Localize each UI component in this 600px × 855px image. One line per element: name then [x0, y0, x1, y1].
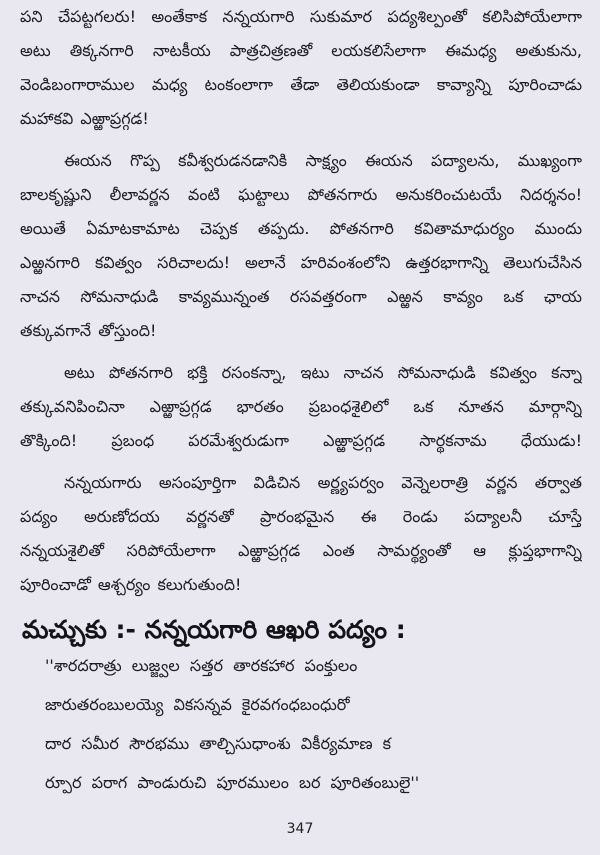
text-line: నాచన సోమనాధుడి కావ్యమున్నంత రసవత్తరంగా ఎఱ్ఱన కావ్యం ఒక ఛాయ	[20, 287, 582, 306]
poem-line: ''శారదరాత్రు లుజ్జ్వల సత్తర తారకహార పంక్తులం	[45, 656, 358, 675]
text-line: మహాకవి ఎఱ్ఱాప్రగ్గడ!	[20, 109, 149, 128]
text-line: ఎఱ్ఱనగారి కవిత్వం సరిచాలదు! అలానే హరివంశంలోని ఉత్తరభాగాన్ని తెలుగుచేసిన	[20, 253, 582, 272]
paragraph	[20, 144, 582, 348]
poem-line: జారుతరంబులయ్యె వికసన్నవ కైరవగంధబంధురో	[45, 695, 350, 714]
page-number: 347	[286, 821, 314, 837]
text-line: తొక్కింది! ప్రబంధ పరమేశ్వరుడుగా ఎఱ్ఱాప్రగ్గడ సార్థకనామ ధేయుడు!	[20, 431, 582, 450]
section-heading: మచ్చుకు :- నన్నయగారి ఆఖరి పద్యం :	[22, 615, 406, 644]
text-line: నన్నయశైలితో సరిపోయేలాగా ఎఱ్ఱాప్రగ్గడ ఎంత సామర్థ్యంతో ఆ క్లుప్తభాగాన్ని	[20, 541, 582, 560]
text-line: అటు పోతనగారి భక్తి రసంకన్నా, ఇటు నాచన సోమనాధుడి కవిత్వం కన్నా	[64, 363, 582, 382]
paragraph	[20, 0, 582, 136]
poem-block	[45, 646, 565, 802]
text-line: ఈయన గొప్ప కవీశ్వరుడనడానికి సాక్ష్యం ఈయన పద్యాలను, ముఖ్యంగా	[64, 151, 582, 170]
text-line: వెండిబంగారాముల మధ్య టంకంలాగా తేడా తెలియకుండా కావ్యాన్ని పూరించాడు	[20, 75, 582, 94]
poem-line: ర్పూర పరాగ పాండురుచి పూరములం బర పూరితంబులై''	[45, 773, 420, 792]
text-line: అయితే ఏమాటకామాట చెప్పక తప్పదు. పోతనగారి కవితామాధుర్యం ముందు	[20, 219, 582, 238]
text-line: పూరించాడో ఆశ్చర్యం కలుగుతుంది!	[20, 575, 242, 594]
paragraph	[20, 466, 582, 602]
text-line: తక్కువగానే తోస్తుంది!	[20, 321, 157, 340]
paragraph	[20, 356, 582, 458]
text-line: అటు తిక్కనగారి నాటకీయ పాత్రచిత్రణతో లయకలిసేలాగా ఈమధ్య అతుకును,	[20, 41, 582, 60]
poem-line: దార సమీర సౌరభము తాల్చిసుధాంశు వికీర్యమాణ క	[45, 734, 392, 753]
text-line: పద్యం అరుణోదయ వర్ణనతో ప్రారంభమైన ఈ రెండు పద్యాలనీ చూస్తే	[20, 507, 582, 526]
text-line: తక్కువనిపించినా ఎఱ్ఱాప్రగ్గడ భారతం ప్రబంధశైలిలో ఒక నూతన మార్గాన్ని	[20, 397, 582, 416]
text-line: బాలకృష్ణుని లీలావర్ణన వంటి ఘట్టాలు పోతనగారు అనుకరించుటయే నిదర్శనం!	[20, 185, 582, 204]
text-line: పని చేపట్టగలరు! అంతేకాక నన్నయగారి సుకుమార పద్యశిల్పంతో కలిసిపోయేలాగా	[20, 7, 582, 26]
text-line: నన్నయగారు అసంపూర్తిగా విడిచిన అర్ణ్యపర్వం వెన్నెలరాత్రి వర్ణన తర్వాత	[64, 473, 582, 492]
